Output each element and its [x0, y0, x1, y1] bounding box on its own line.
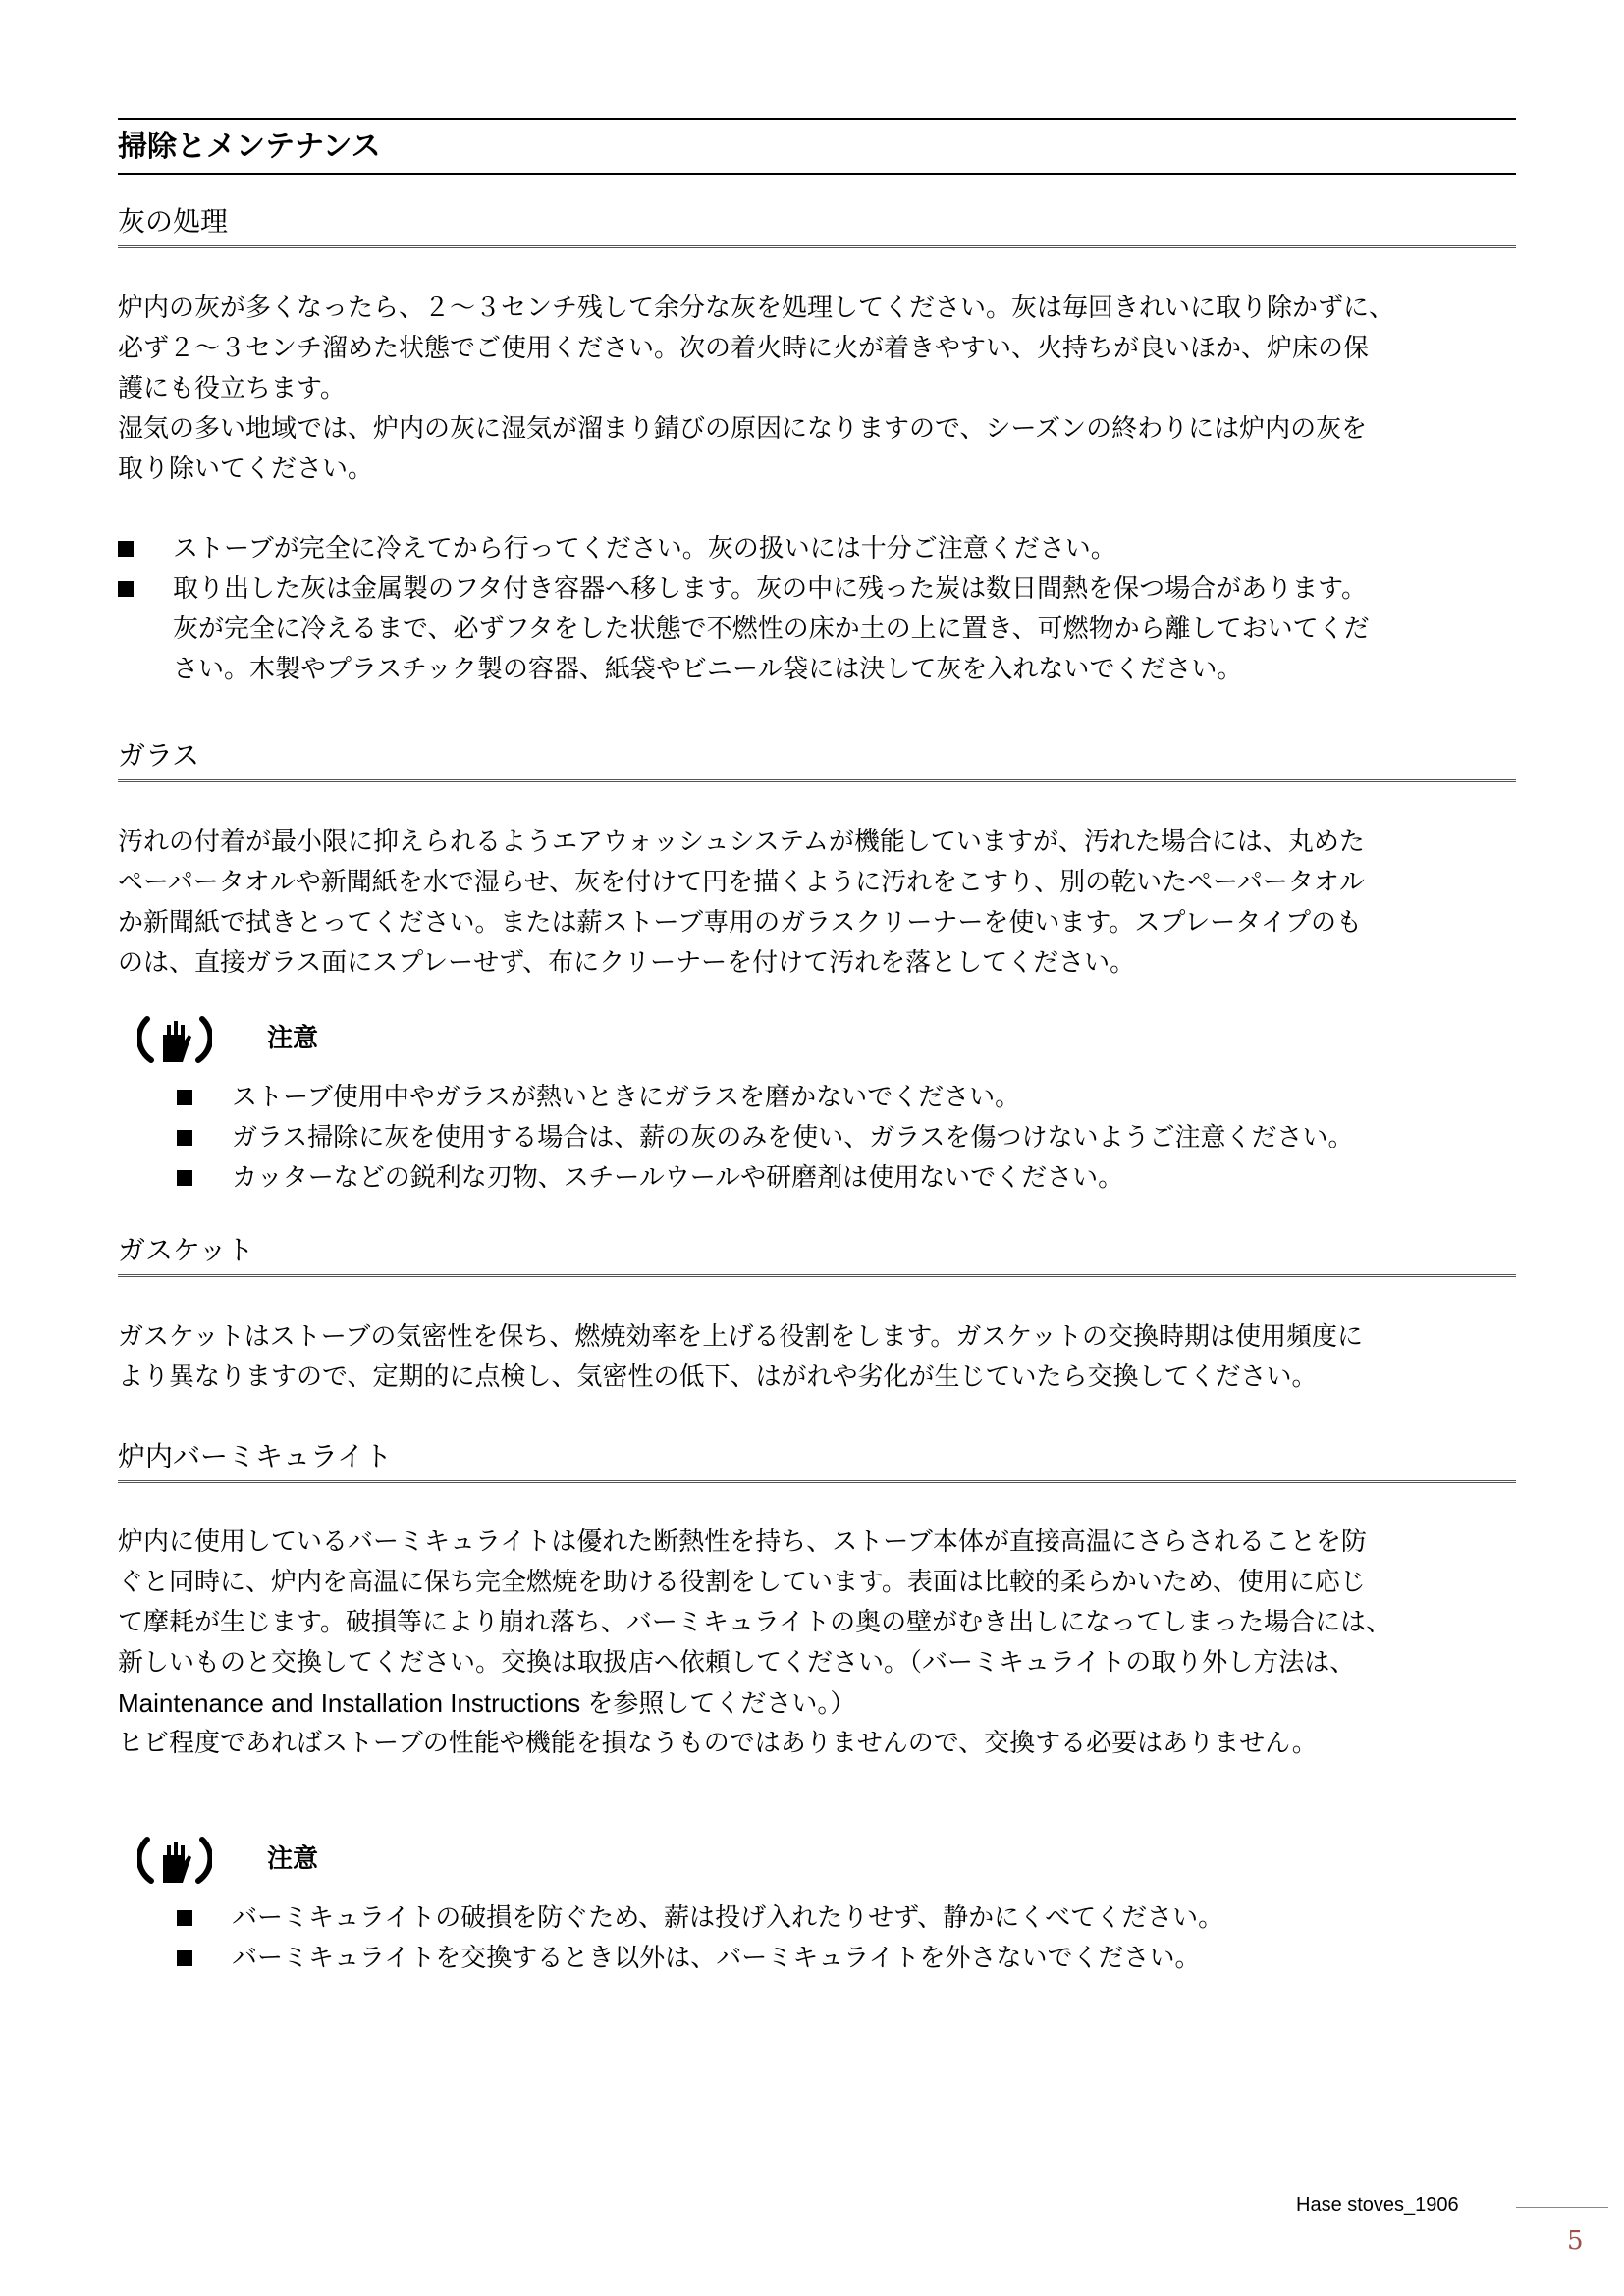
- section-heading-vermiculite: 炉内バーミキュライト: [118, 1439, 1516, 1483]
- bullet-square-icon: [177, 1130, 192, 1146]
- text-line: のは、直接ガラス面にスプレーせず、布にクリーナーを付けて汚れを落としてください。: [118, 948, 1136, 978]
- bullet-square-icon: [177, 1170, 192, 1186]
- list-item-text: さい。木製やプラスチック製の容器、紙袋やビニール袋には決して灰を入れないでください。: [173, 655, 1243, 684]
- text-line: 湿気の多い地域では、炉内の灰に湿気が溜まり錆びの原因になりますので、シーズンの終わりには炉内の灰を: [118, 414, 1368, 444]
- text-line: 必ず２～３センチ溜めた状態でご使用ください。次の着火時に火が着きやすい、火持ちが良いほか、炉床の保: [118, 334, 1370, 363]
- list-item-text: 取り出した灰は金属製のフタ付き容器へ移します。灰の中に残った炭は数日間熱を保つ場合があります。: [173, 574, 1368, 604]
- glass-caution-list: [177, 1078, 1532, 1199]
- text-line: 護にも役立ちます。: [118, 374, 346, 403]
- list-item-text: ストーブが完全に冷えてから行ってください。灰の扱いには十分ご注意ください。: [173, 534, 1116, 563]
- list-item: [177, 1898, 1532, 1939]
- text-line: 炉内に使用しているバーミキュライトは優れた断熱性を持ち、ストーブ本体が直接高温にさらされることを防: [118, 1527, 1367, 1557]
- section-heading-ash: 灰の処理: [118, 204, 1516, 248]
- list-item-text: ストーブ使用中やガラスが熱いときにガラスを磨かないでください。: [232, 1083, 1021, 1112]
- list-item-text: バーミキュライトの破損を防ぐため、薪は投げ入れたりせず、静かにくべてください。: [232, 1903, 1224, 1933]
- caution-hand-icon: [137, 1826, 212, 1895]
- text-line: か新聞紙で拭きとってください。または薪ストーブ専用のガラスクリーナーを使います。スプレータイプのも: [118, 908, 1362, 937]
- text-line: て摩耗が生じます。破損等により崩れ落ち、バーミキュライトの奥の壁がむき出しになってしまった場合には、: [118, 1608, 1392, 1637]
- list-item-text: ガラス掃除に灰を使用する場合は、薪の灰のみを使い、ガラスを傷つけないようご注意ください。: [232, 1123, 1354, 1152]
- text-line: 取り除いてください。: [118, 454, 374, 484]
- list-item: [118, 529, 1532, 569]
- text-line: ぐと同時に、炉内を高温に保ち完全燃焼を助ける役割をしています。表面は比較的柔らかいため、使用に応じ: [118, 1568, 1366, 1597]
- ash-bullet-list: [118, 529, 1532, 690]
- text-line: Maintenance and Installation Instructions を参照してください。）: [118, 1688, 856, 1718]
- gasket-paragraph: [118, 1317, 1516, 1398]
- list-item-text: 灰が完全に冷えるまで、必ずフタをした状態で不燃性の床か土の上に置き、可燃物から離しておいてくだ: [173, 614, 1370, 644]
- caution-label: 注意: [267, 1844, 319, 1874]
- text-line: ガスケットはストーブの気密性を保ち、燃焼効率を上げる役割をします。ガスケットの交換時期は使用頻度に: [118, 1322, 1364, 1352]
- bullet-square-icon: [118, 581, 134, 597]
- text-line: より異なりますので、定期的に点検し、気密性の低下、はがれや劣化が生じていたら交換してください。: [118, 1362, 1318, 1392]
- text-line: ヒビ程度であればストーブの性能や機能を損なうものではありませんので、交換する必要はありません。: [118, 1729, 1318, 1758]
- bullet-square-icon: [177, 1090, 192, 1105]
- bullet-square-icon: [177, 1910, 192, 1926]
- list-item-text: カッターなどの鋭利な刃物、スチールウールや研磨剤は使用ないでください。: [232, 1163, 1124, 1193]
- list-item: [177, 1158, 1532, 1199]
- caution-hand-icon: [137, 1005, 212, 1074]
- footer-doc-id: Hase stoves_1906: [1296, 2194, 1459, 2216]
- bullet-square-icon: [177, 1950, 192, 1966]
- text-line: 炉内の灰が多くなったら、２～３センチ残して余分な灰を処理してください。灰は毎回きれいに取り除かずに、: [118, 294, 1395, 323]
- caution-label: 注意: [267, 1024, 319, 1053]
- bullet-square-icon: [118, 541, 134, 557]
- ash-paragraph: [118, 289, 1516, 490]
- section-heading-gasket: ガスケット: [118, 1233, 1516, 1277]
- footer-divider: [1516, 2207, 1608, 2208]
- vermiculite-caution-list: [177, 1898, 1532, 1979]
- list-item: [118, 569, 1532, 690]
- list-item-text: バーミキュライトを交換するとき以外は、バーミキュライトを外さないでください。: [232, 1944, 1201, 1973]
- text-line: ペーパータオルや新聞紙を水で湿らせ、灰を付けて円を描くように汚れをこすり、別の乾いたペーパータオル: [118, 868, 1365, 897]
- section-heading-glass: ガラス: [118, 738, 1516, 782]
- text-line: 新しいものと交換してください。交換は取扱店へ依頼してください。（バーミキュライトの取り外し方法は、: [118, 1648, 1356, 1678]
- glass-paragraph: [118, 823, 1516, 984]
- page-title: 掃除とメンテナンス: [118, 118, 1516, 175]
- page-number: 5: [1567, 2226, 1584, 2256]
- text-line: 汚れの付着が最小限に抑えられるようエアウォッシュシステムが機能していますが、汚れた場合には、丸めた: [118, 828, 1365, 857]
- list-item: [177, 1118, 1532, 1158]
- list-item: [177, 1939, 1532, 1979]
- vermiculite-paragraph: [118, 1522, 1516, 1764]
- list-item: [177, 1078, 1532, 1118]
